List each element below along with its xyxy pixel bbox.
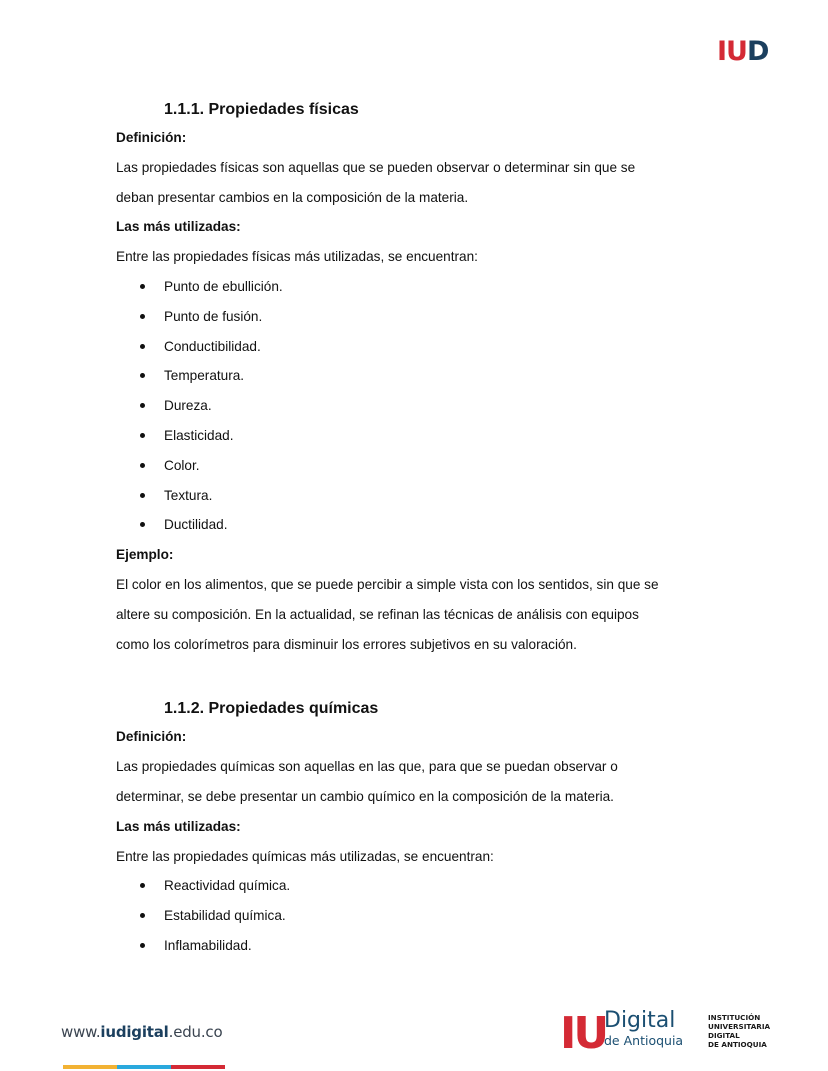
- list-item-text: Conductibilidad.: [164, 338, 261, 354]
- section-spacer: [116, 659, 716, 695]
- most-used-intro: Entre las propiedades físicas más utilizadas, se encuentran:: [116, 249, 478, 265]
- section-heading: 1.1.1. Propiedades físicas: [164, 101, 359, 118]
- list-item: [116, 421, 716, 451]
- color-bar-blue: [117, 1065, 171, 1069]
- logo-iu-mark: IU: [560, 1008, 607, 1059]
- example-line: altere su composición. En la actualidad, se refinan las técnicas de análisis con equipos: [116, 606, 639, 622]
- list-item-text: Punto de ebullición.: [164, 278, 283, 294]
- list-item: [116, 302, 716, 332]
- list-item-text: Punto de fusión.: [164, 308, 263, 324]
- iu-digital-logo: [560, 1010, 780, 1058]
- institution-line: DE ANTIOQUIA: [708, 1040, 767, 1049]
- chemical-properties-list: [116, 871, 716, 960]
- definition-label: Definición:: [116, 130, 187, 145]
- list-item-text: Temperatura.: [164, 368, 245, 384]
- document-body: [116, 96, 716, 961]
- list-item-text: Reactividad química.: [164, 878, 291, 894]
- section-chemical-properties: [116, 695, 716, 960]
- list-item: [116, 510, 716, 540]
- most-used-intro: Entre las propiedades químicas más utilizadas, se encuentran:: [116, 848, 494, 864]
- section-physical-properties: [116, 96, 716, 659]
- definition-line: Las propiedades químicas son aquellas en las que, para que se puedan observar o: [116, 759, 618, 775]
- list-item: [116, 361, 716, 391]
- bullet-icon: [140, 373, 145, 378]
- definition-line: deban presentar cambios en la composición de la materia.: [116, 189, 469, 205]
- most-used-label: Las más utilizadas:: [116, 818, 241, 834]
- bullet-icon: [140, 913, 145, 918]
- example-line: El color en los alimentos, que se puede percibir a simple vista con los sentidos, sin que se: [116, 576, 659, 592]
- url-prefix: www.: [61, 1023, 101, 1041]
- example-line: como los colorímetros para disminuir los errores subjetivos en su valoración.: [116, 636, 577, 652]
- definition-line: Las propiedades físicas son aquellas que se pueden observar o determinar sin que se: [116, 159, 636, 175]
- bullet-icon: [140, 403, 145, 408]
- color-bar-yellow: [63, 1065, 117, 1069]
- iud-logo: [717, 38, 768, 65]
- logo-digital-text: Digital: [604, 1008, 676, 1033]
- logo-antioquia-text: de Antioquia: [604, 1033, 684, 1048]
- section-heading: 1.1.2. Propiedades químicas: [164, 700, 379, 718]
- list-item: [116, 332, 716, 362]
- list-item-text: Color.: [164, 457, 200, 473]
- list-item: [116, 272, 716, 302]
- physical-properties-list: [116, 272, 716, 540]
- definition-label: Definición:: [116, 729, 187, 745]
- list-item: [116, 451, 716, 481]
- logo-iu: IU: [717, 36, 747, 67]
- bullet-icon: [140, 883, 145, 888]
- footer-website-link[interactable]: [61, 1023, 222, 1041]
- bullet-icon: [140, 463, 145, 468]
- bullet-icon: [140, 493, 145, 498]
- institution-line: DIGITAL: [708, 1031, 740, 1040]
- bullet-icon: [140, 943, 145, 948]
- logo-d: D: [746, 36, 769, 67]
- color-bar-red: [171, 1065, 225, 1069]
- bullet-icon: [140, 344, 145, 349]
- list-item: [116, 481, 716, 511]
- bullet-icon: [140, 522, 145, 527]
- bullet-icon: [140, 284, 145, 289]
- institution-line: INSTITUCIÓN: [708, 1013, 761, 1022]
- list-item: [116, 931, 716, 961]
- list-item-text: Dureza.: [164, 398, 212, 414]
- url-suffix: .edu.co: [168, 1023, 223, 1041]
- bullet-icon: [140, 433, 145, 438]
- list-item: [116, 871, 716, 901]
- list-item-text: Ductilidad.: [164, 517, 228, 533]
- institution-name: [708, 1013, 770, 1049]
- list-item-text: Inflamabilidad.: [164, 937, 252, 953]
- list-item-text: Elasticidad.: [164, 427, 234, 443]
- url-domain: iudigital: [100, 1023, 169, 1041]
- list-item-text: Estabilidad química.: [164, 908, 286, 924]
- footer-color-bar: [63, 1065, 225, 1069]
- list-item: [116, 901, 716, 931]
- definition-line: determinar, se debe presentar un cambio químico en la composición de la materia.: [116, 788, 614, 804]
- most-used-label: Las más utilizadas:: [116, 219, 241, 235]
- bullet-icon: [140, 314, 145, 319]
- list-item-text: Textura.: [164, 487, 213, 503]
- list-item: [116, 391, 716, 421]
- example-label: Ejemplo:: [116, 547, 174, 563]
- institution-line: UNIVERSITARIA: [708, 1022, 771, 1031]
